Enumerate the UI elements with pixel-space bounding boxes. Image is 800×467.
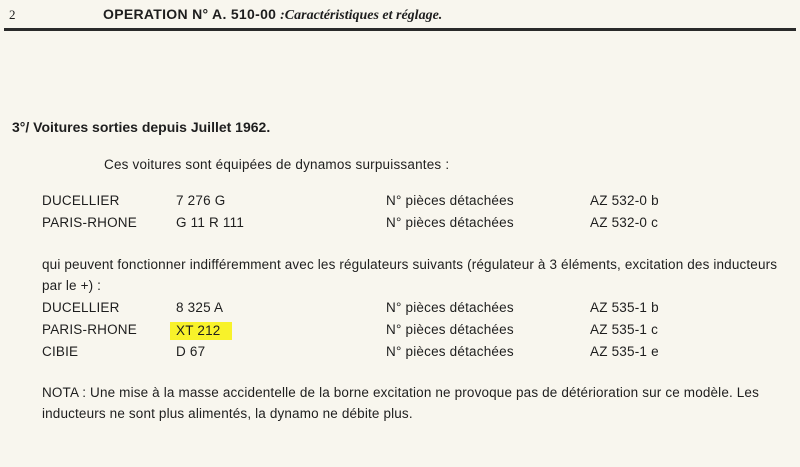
parts-label: N° pièces détachées bbox=[386, 322, 514, 337]
dynamo-maker: DUCELLIER bbox=[42, 193, 120, 208]
parts-label: N° pièces détachées bbox=[386, 300, 514, 315]
parts-code: AZ 532-0 c bbox=[590, 215, 659, 230]
intro-text: Ces voitures sont équipées de dynamos surpuissantes : bbox=[104, 157, 450, 172]
page-header bbox=[0, 0, 800, 34]
regulator-maker: PARIS-RHONE bbox=[42, 322, 137, 337]
regulator-row bbox=[0, 300, 800, 320]
regulator-paragraph: qui peuvent fonctionner indifféremment avec les régulateurs suivants (régulateur à 3 éléments, excitation des inducteurs par le +) : bbox=[42, 257, 778, 293]
header-divider bbox=[4, 28, 796, 31]
parts-code: AZ 535-1 b bbox=[590, 300, 659, 315]
regulator-row bbox=[0, 322, 800, 342]
regulator-reference: 8 325 A bbox=[176, 300, 224, 315]
page-number: 2 bbox=[9, 7, 16, 22]
parts-label: N° pièces détachées bbox=[386, 344, 514, 359]
highlighted-reference: XT 212 bbox=[170, 322, 232, 340]
section-heading: 3°/ Voitures sorties depuis Juillet 1962. bbox=[12, 119, 271, 135]
parts-code: AZ 535-1 c bbox=[590, 322, 659, 337]
dynamo-row bbox=[0, 215, 800, 235]
regulator-maker: CIBIE bbox=[42, 344, 79, 359]
dynamo-maker: PARIS-RHONE bbox=[42, 215, 137, 230]
dynamo-reference: G 11 R 111 bbox=[176, 215, 245, 230]
regulator-row bbox=[0, 344, 800, 364]
parts-label: N° pièces détachées bbox=[386, 215, 514, 230]
parts-label: N° pièces détachées bbox=[386, 193, 514, 208]
nota-paragraph: NOTA : Une mise à la masse accidentelle de la borne excitation ne provoque pas de détérioration sur ce modèle. Les inducteurs ne sont plus alimentés, la dynamo ne débite plus. bbox=[42, 385, 759, 421]
dynamo-reference: 7 276 G bbox=[176, 193, 226, 208]
parts-code: AZ 532-0 b bbox=[590, 193, 659, 208]
operation-number: OPERATION N° A. 510-00 bbox=[103, 6, 277, 22]
header-subtitle: :Caractéristiques et réglage. bbox=[280, 8, 443, 23]
header-title bbox=[103, 6, 442, 24]
parts-code: AZ 535-1 e bbox=[590, 344, 659, 359]
regulator-maker: DUCELLIER bbox=[42, 300, 120, 315]
dynamo-row bbox=[0, 193, 800, 213]
regulator-reference: D 67 bbox=[176, 344, 206, 359]
